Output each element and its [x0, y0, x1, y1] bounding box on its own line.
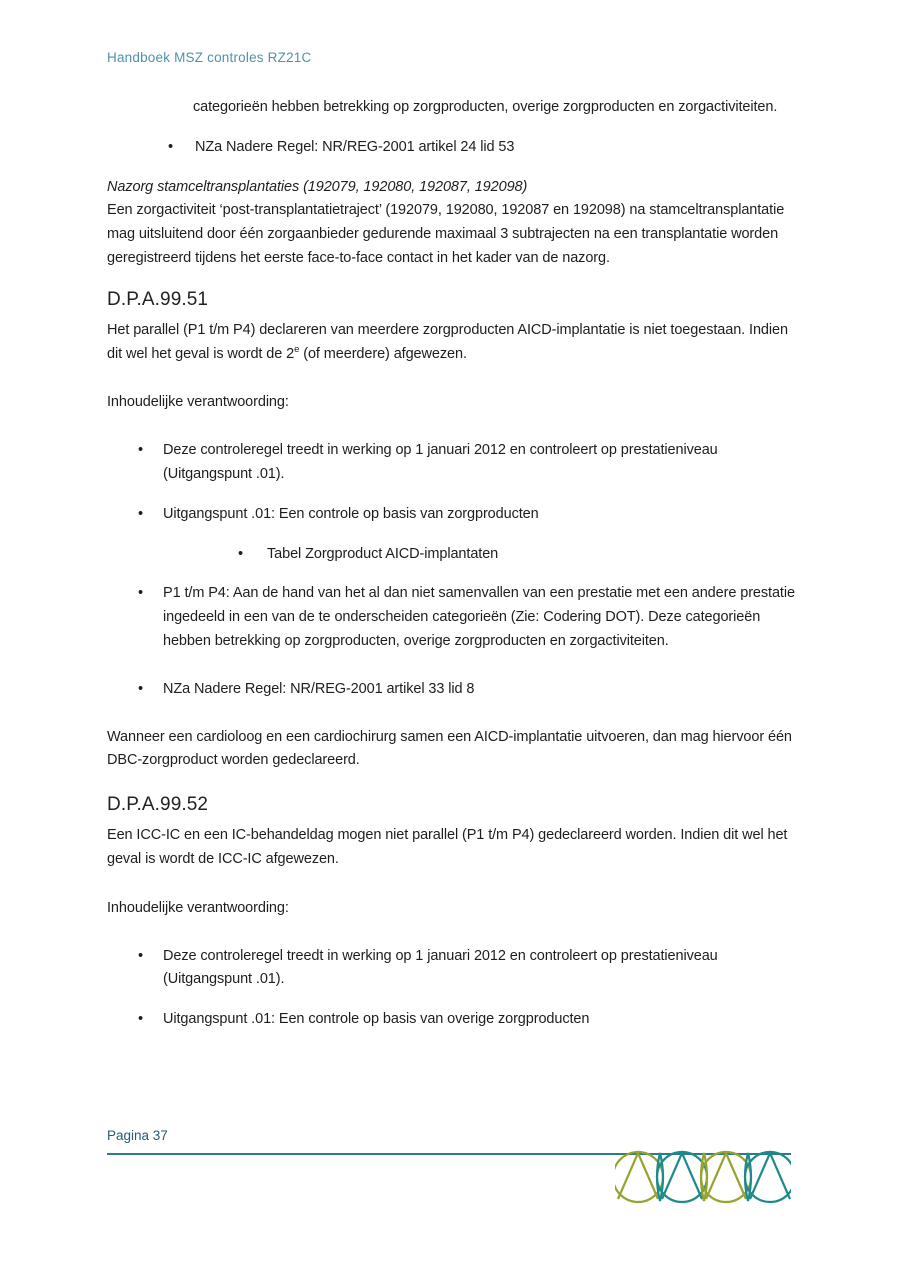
superscript-e: e: [294, 343, 300, 355]
bullet-icon: •: [168, 138, 173, 155]
nazorg-paragraph: Een zorgactiviteit ‘post-transplantatietraject’ (192079, 192080, 192087 en 192098) na stamceltransplantatie mag uitsluitend door één zorgaanbieder gedurende maximaal 3 subtrajecten na een transplantatie worden geregistreerd tijdens het eerste face-to-face contact in het kader van de nazorg.: [107, 202, 785, 266]
bullet-text: P1 t/m P4: Aan de hand van het al dan niet samenvallen van een prestatie met een andere prestatie ingedeeld in een van de te onderscheiden categorieën (Zie: Codering DOT). Deze categorieën hebben betrekking op zorgproducten, overige zorgproducten en zorgactiviteiten.: [163, 585, 795, 649]
intro-text-pre: Het parallel (P1 t/m P4) declareren van meerdere zorgproducten AICD-implantatie is niet toegestaan. Indien dit wel het geval is wordt de 2: [107, 321, 788, 362]
section-heading-dpa-99-52: D.P.A.99.52: [107, 794, 209, 816]
bullet-p1tm-p4: [107, 582, 795, 653]
dpa-99-52-intro: Een ICC-IC en een IC-behandeldag mogen niet parallel (P1 t/m P4) gedeclareerd worden. Indien dit wel het geval is wordt de ICC-IC afgewezen.: [107, 827, 788, 867]
document-body: [107, 96, 795, 1032]
bullet-text: Uitgangspunt .01: Een controle op basis van overige zorgproducten: [163, 1011, 590, 1028]
bullet-controleregel-2: [107, 945, 795, 993]
bullet-text: Deze controleregel treedt in werking op 1 januari 2012 en controleert op prestatieniveau (Uitgangspunt .01).: [163, 442, 718, 482]
bullet-icon: •: [138, 505, 143, 522]
bullet-nza-regel-33: [107, 678, 795, 702]
bullet-text: Tabel Zorgproduct AICD-implantaten: [267, 545, 499, 562]
intro-text-post: (of meerdere) afgewezen.: [299, 345, 467, 362]
bullet-uitgangspunt-2: [107, 1008, 795, 1032]
section-heading-dpa-99-51: D.P.A.99.51: [107, 288, 209, 310]
continuation-paragraph: categorieën hebben betrekking op zorgproducten, overige zorgproducten en zorgactiviteiten.: [193, 99, 778, 115]
bullet-uitgangspunt-1: [107, 503, 795, 527]
bullet-icon: •: [138, 680, 143, 697]
verantwoording-label-2: Inhoudelijke verantwoording:: [107, 899, 289, 916]
bullet-icon: •: [238, 545, 243, 562]
bullet-icon: •: [138, 1011, 143, 1028]
document-header-title: Handboek MSZ controles RZ21C: [107, 50, 312, 65]
bullet-text: Uitgangspunt .01: Een controle op basis van zorgproducten: [163, 505, 539, 522]
woven-leaf-pattern-logo-icon: [615, 1149, 791, 1207]
dpa-99-51-intro: [107, 319, 795, 367]
bullet-icon: •: [138, 442, 143, 459]
bullet-icon: •: [138, 585, 143, 602]
bullet-text: Deze controleregel treedt in werking op 1 januari 2012 en controleert op prestatieniveau (Uitgangspunt .01).: [163, 947, 718, 988]
page-number-label: Pagina 37: [107, 1128, 168, 1143]
bullet-icon: •: [138, 947, 143, 964]
bullet-controleregel-1: [107, 439, 795, 487]
bullet-text: NZa Nadere Regel: NR/REG-2001 artikel 33 lid 8: [163, 680, 475, 697]
verantwoording-label-1: Inhoudelijke verantwoording:: [107, 394, 289, 411]
bullet-text: NZa Nadere Regel: NR/REG-2001 artikel 24 lid 53: [195, 138, 515, 155]
bullet-nza-regel-24: [107, 136, 795, 160]
bullet-tabel-zorgproduct: [107, 543, 795, 567]
nazorg-heading: Nazorg stamceltransplantaties (192079, 192080, 192087, 192098): [107, 178, 528, 195]
dpa-99-51-closing-paragraph: Wanneer een cardioloog en een cardiochirurg samen een AICD-implantatie uitvoeren, dan mag hiervoor één DBC-zorgproduct worden gedeclareerd.: [107, 728, 792, 769]
